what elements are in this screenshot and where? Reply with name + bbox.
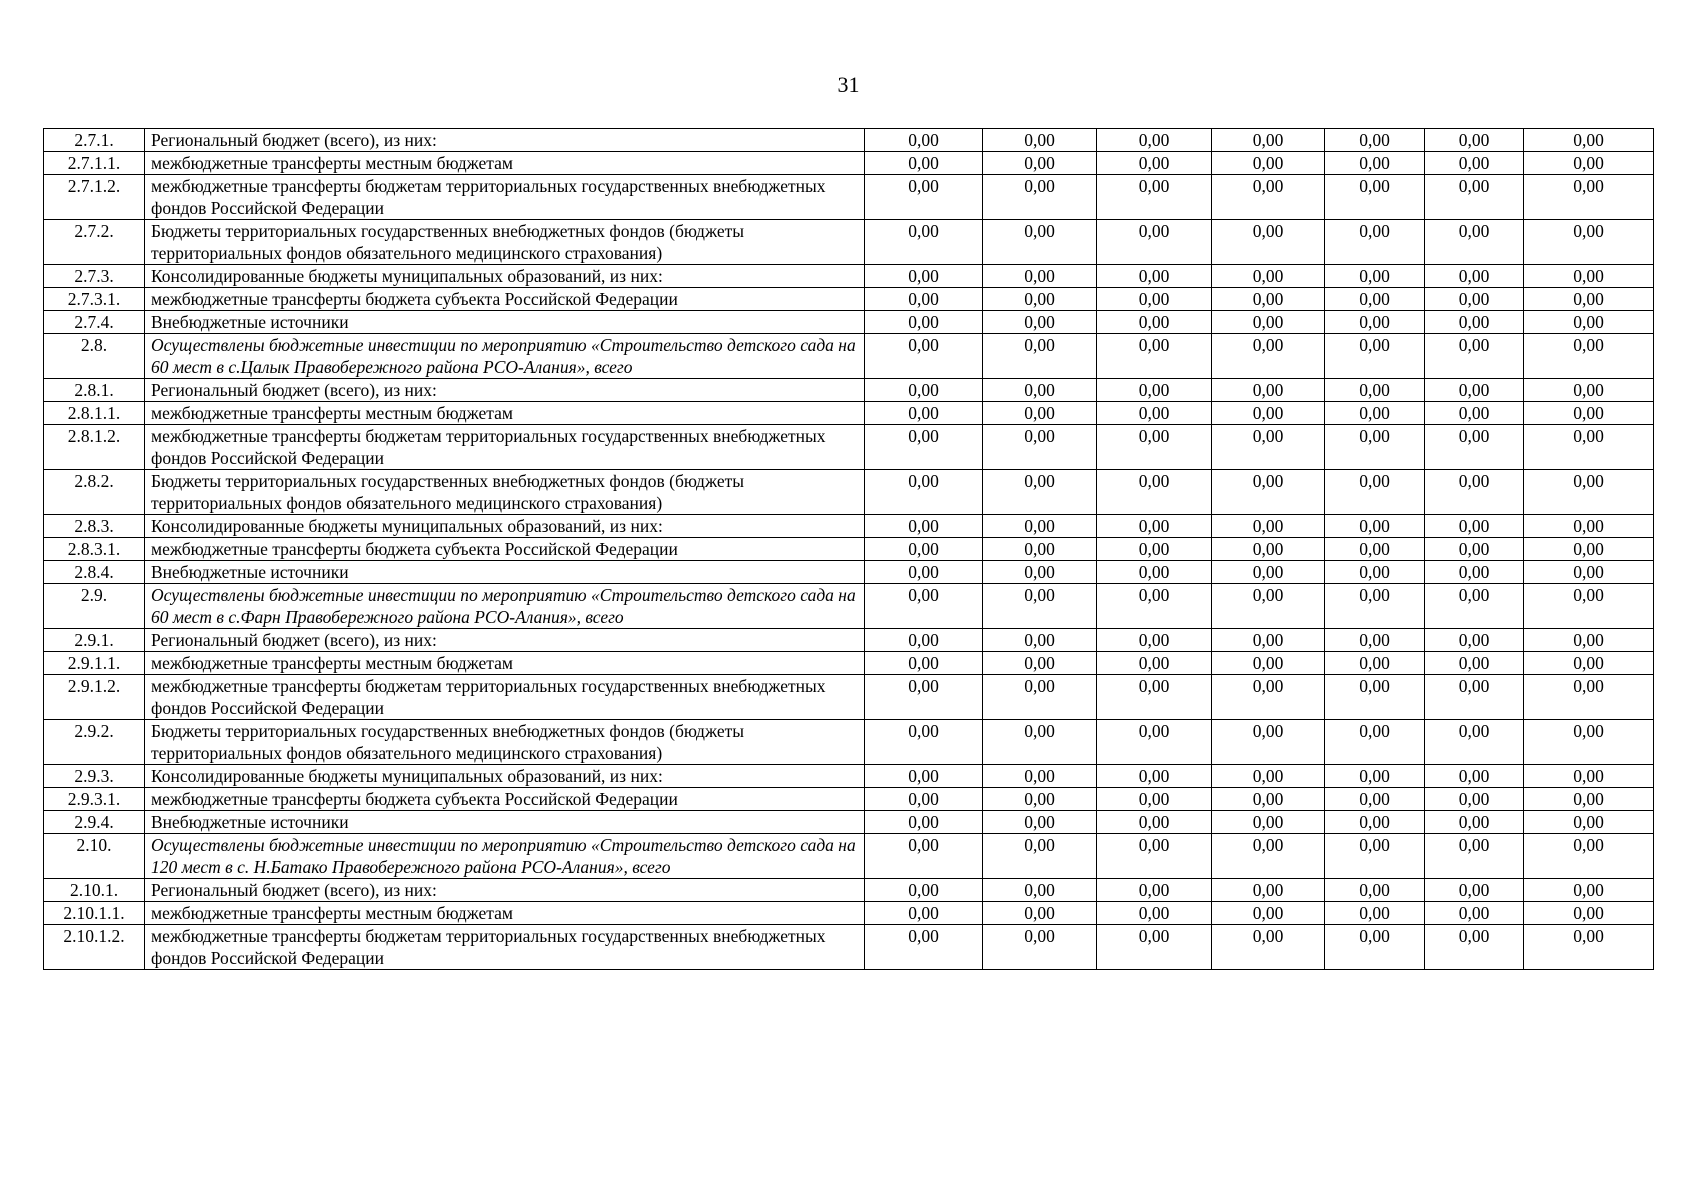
value-cell: 0,00	[1097, 720, 1212, 765]
value-cell: 0,00	[1097, 652, 1212, 675]
value-cell: 0,00	[1524, 265, 1654, 288]
value-cell: 0,00	[1524, 834, 1654, 879]
value-cell: 0,00	[1097, 265, 1212, 288]
value-cell: 0,00	[983, 902, 1097, 925]
table-row	[44, 470, 1654, 515]
value-cell: 0,00	[1325, 765, 1425, 788]
row-number: 2.8.1.	[44, 379, 145, 402]
row-number: 2.7.2.	[44, 220, 145, 265]
row-description: межбюджетные трансферты местным бюджетам	[145, 902, 865, 925]
value-cell: 0,00	[865, 379, 983, 402]
row-number: 2.10.1.	[44, 879, 145, 902]
value-cell: 0,00	[1425, 925, 1524, 970]
value-cell: 0,00	[1325, 311, 1425, 334]
value-cell: 0,00	[1425, 425, 1524, 470]
value-cell: 0,00	[865, 425, 983, 470]
value-cell: 0,00	[1097, 129, 1212, 152]
value-cell: 0,00	[1325, 675, 1425, 720]
value-cell: 0,00	[1097, 629, 1212, 652]
value-cell: 0,00	[1425, 538, 1524, 561]
value-cell: 0,00	[1425, 175, 1524, 220]
value-cell: 0,00	[1325, 334, 1425, 379]
value-cell: 0,00	[1524, 152, 1654, 175]
value-cell: 0,00	[1212, 379, 1325, 402]
value-cell: 0,00	[1097, 515, 1212, 538]
table-row	[44, 834, 1654, 879]
value-cell: 0,00	[865, 652, 983, 675]
table-row	[44, 425, 1654, 470]
value-cell: 0,00	[1097, 538, 1212, 561]
value-cell: 0,00	[865, 402, 983, 425]
page-number: 31	[837, 72, 860, 97]
value-cell: 0,00	[1212, 470, 1325, 515]
value-cell: 0,00	[865, 675, 983, 720]
row-number: 2.9.4.	[44, 811, 145, 834]
value-cell: 0,00	[1524, 879, 1654, 902]
value-cell: 0,00	[1325, 265, 1425, 288]
value-cell: 0,00	[983, 129, 1097, 152]
row-description: Осуществлены бюджетные инвестиции по мероприятию «Строительство детского сада на 120 мест в с. Н.Батако Правобережного района РСО-Алания», всего	[145, 834, 865, 879]
value-cell: 0,00	[1212, 311, 1325, 334]
value-cell: 0,00	[983, 402, 1097, 425]
value-cell: 0,00	[1425, 220, 1524, 265]
row-number: 2.8.4.	[44, 561, 145, 584]
row-description: межбюджетные трансферты местным бюджетам	[145, 652, 865, 675]
value-cell: 0,00	[865, 538, 983, 561]
value-cell: 0,00	[1212, 629, 1325, 652]
value-cell: 0,00	[865, 834, 983, 879]
value-cell: 0,00	[983, 334, 1097, 379]
value-cell: 0,00	[865, 925, 983, 970]
table-row	[44, 811, 1654, 834]
row-number: 2.7.3.	[44, 265, 145, 288]
value-cell: 0,00	[1524, 311, 1654, 334]
value-cell: 0,00	[983, 425, 1097, 470]
value-cell: 0,00	[865, 629, 983, 652]
value-cell: 0,00	[1524, 220, 1654, 265]
value-cell: 0,00	[865, 515, 983, 538]
value-cell: 0,00	[1524, 584, 1654, 629]
row-description: Бюджеты территориальных государственных внебюджетных фондов (бюджеты территориальных фондов обязательного медицинского страхования)	[145, 720, 865, 765]
value-cell: 0,00	[983, 220, 1097, 265]
value-cell: 0,00	[1325, 788, 1425, 811]
value-cell: 0,00	[1212, 584, 1325, 629]
value-cell: 0,00	[1097, 334, 1212, 379]
value-cell: 0,00	[983, 834, 1097, 879]
value-cell: 0,00	[1524, 425, 1654, 470]
value-cell: 0,00	[1425, 811, 1524, 834]
value-cell: 0,00	[1325, 629, 1425, 652]
table-row	[44, 902, 1654, 925]
row-number: 2.9.2.	[44, 720, 145, 765]
value-cell: 0,00	[1425, 788, 1524, 811]
row-description: межбюджетные трансферты бюджетам территориальных государственных внебюджетных фондов Российской Федерации	[145, 925, 865, 970]
value-cell: 0,00	[983, 788, 1097, 811]
value-cell: 0,00	[1212, 538, 1325, 561]
value-cell: 0,00	[1097, 675, 1212, 720]
value-cell: 0,00	[1524, 129, 1654, 152]
value-cell: 0,00	[1524, 788, 1654, 811]
value-cell: 0,00	[1524, 652, 1654, 675]
value-cell: 0,00	[1212, 675, 1325, 720]
value-cell: 0,00	[1212, 129, 1325, 152]
row-number: 2.9.1.2.	[44, 675, 145, 720]
row-number: 2.10.1.1.	[44, 902, 145, 925]
value-cell: 0,00	[1425, 720, 1524, 765]
value-cell: 0,00	[1425, 629, 1524, 652]
value-cell: 0,00	[1425, 288, 1524, 311]
row-description: Консолидированные бюджеты муниципальных образований, из них:	[145, 765, 865, 788]
table-row	[44, 629, 1654, 652]
value-cell: 0,00	[1425, 834, 1524, 879]
value-cell: 0,00	[983, 720, 1097, 765]
row-description: межбюджетные трансферты бюджета субъекта Российской Федерации	[145, 288, 865, 311]
row-number: 2.9.1.	[44, 629, 145, 652]
value-cell: 0,00	[1212, 652, 1325, 675]
table-row	[44, 879, 1654, 902]
value-cell: 0,00	[1425, 334, 1524, 379]
value-cell: 0,00	[983, 652, 1097, 675]
value-cell: 0,00	[1325, 834, 1425, 879]
value-cell: 0,00	[1325, 129, 1425, 152]
value-cell: 0,00	[1212, 788, 1325, 811]
value-cell: 0,00	[1325, 379, 1425, 402]
value-cell: 0,00	[983, 152, 1097, 175]
value-cell: 0,00	[1212, 561, 1325, 584]
value-cell: 0,00	[1325, 879, 1425, 902]
value-cell: 0,00	[1425, 129, 1524, 152]
value-cell: 0,00	[1524, 765, 1654, 788]
value-cell: 0,00	[983, 311, 1097, 334]
value-cell: 0,00	[1325, 220, 1425, 265]
row-number: 2.7.1.1.	[44, 152, 145, 175]
value-cell: 0,00	[1212, 425, 1325, 470]
value-cell: 0,00	[983, 561, 1097, 584]
table-row	[44, 334, 1654, 379]
value-cell: 0,00	[1524, 675, 1654, 720]
row-description: Бюджеты территориальных государственных внебюджетных фондов (бюджеты территориальных фондов обязательного медицинского страхования)	[145, 470, 865, 515]
value-cell: 0,00	[983, 629, 1097, 652]
table-row	[44, 925, 1654, 970]
value-cell: 0,00	[1097, 879, 1212, 902]
value-cell: 0,00	[1524, 379, 1654, 402]
value-cell: 0,00	[865, 765, 983, 788]
value-cell: 0,00	[865, 470, 983, 515]
value-cell: 0,00	[1097, 288, 1212, 311]
row-description: межбюджетные трансферты бюджетам территориальных государственных внебюджетных фондов Российской Федерации	[145, 675, 865, 720]
value-cell: 0,00	[865, 175, 983, 220]
value-cell: 0,00	[1425, 379, 1524, 402]
table-row	[44, 788, 1654, 811]
value-cell: 0,00	[1325, 515, 1425, 538]
row-description: Внебюджетные источники	[145, 311, 865, 334]
table-row	[44, 265, 1654, 288]
value-cell: 0,00	[1212, 879, 1325, 902]
value-cell: 0,00	[1212, 288, 1325, 311]
value-cell: 0,00	[1097, 765, 1212, 788]
value-cell: 0,00	[1524, 629, 1654, 652]
table-row	[44, 152, 1654, 175]
row-description: Внебюджетные источники	[145, 811, 865, 834]
value-cell: 0,00	[1524, 561, 1654, 584]
value-cell: 0,00	[1524, 538, 1654, 561]
value-cell: 0,00	[983, 879, 1097, 902]
value-cell: 0,00	[983, 538, 1097, 561]
table-row	[44, 675, 1654, 720]
table-row	[44, 311, 1654, 334]
value-cell: 0,00	[1524, 470, 1654, 515]
value-cell: 0,00	[983, 584, 1097, 629]
value-cell: 0,00	[1212, 515, 1325, 538]
value-cell: 0,00	[1524, 720, 1654, 765]
value-cell: 0,00	[1097, 175, 1212, 220]
row-number: 2.9.3.	[44, 765, 145, 788]
value-cell: 0,00	[1212, 902, 1325, 925]
value-cell: 0,00	[983, 379, 1097, 402]
row-number: 2.7.1.	[44, 129, 145, 152]
row-number: 2.8.3.	[44, 515, 145, 538]
value-cell: 0,00	[1212, 265, 1325, 288]
table-row	[44, 220, 1654, 265]
value-cell: 0,00	[865, 584, 983, 629]
value-cell: 0,00	[1097, 311, 1212, 334]
value-cell: 0,00	[865, 220, 983, 265]
row-number: 2.7.3.1.	[44, 288, 145, 311]
row-description: межбюджетные трансферты бюджетам территориальных государственных внебюджетных фондов Российской Федерации	[145, 425, 865, 470]
table-row	[44, 584, 1654, 629]
value-cell: 0,00	[1524, 288, 1654, 311]
value-cell: 0,00	[1097, 561, 1212, 584]
row-number: 2.10.	[44, 834, 145, 879]
value-cell: 0,00	[865, 152, 983, 175]
value-cell: 0,00	[1097, 220, 1212, 265]
value-cell: 0,00	[1212, 402, 1325, 425]
value-cell: 0,00	[1425, 561, 1524, 584]
value-cell: 0,00	[1325, 720, 1425, 765]
row-number: 2.8.	[44, 334, 145, 379]
value-cell: 0,00	[1524, 811, 1654, 834]
value-cell: 0,00	[1097, 788, 1212, 811]
value-cell: 0,00	[1524, 515, 1654, 538]
value-cell: 0,00	[1097, 925, 1212, 970]
value-cell: 0,00	[865, 288, 983, 311]
table-row	[44, 561, 1654, 584]
value-cell: 0,00	[865, 129, 983, 152]
value-cell: 0,00	[983, 765, 1097, 788]
value-cell: 0,00	[1524, 175, 1654, 220]
value-cell: 0,00	[1212, 834, 1325, 879]
row-description: Региональный бюджет (всего), из них:	[145, 629, 865, 652]
value-cell: 0,00	[983, 675, 1097, 720]
value-cell: 0,00	[1097, 584, 1212, 629]
value-cell: 0,00	[1425, 311, 1524, 334]
row-description: Региональный бюджет (всего), из них:	[145, 879, 865, 902]
table-row	[44, 538, 1654, 561]
table-body	[44, 129, 1654, 970]
value-cell: 0,00	[865, 311, 983, 334]
table-row	[44, 288, 1654, 311]
value-cell: 0,00	[1425, 652, 1524, 675]
value-cell: 0,00	[1325, 175, 1425, 220]
value-cell: 0,00	[1097, 470, 1212, 515]
table-row	[44, 652, 1654, 675]
value-cell: 0,00	[983, 811, 1097, 834]
row-number: 2.8.1.1.	[44, 402, 145, 425]
value-cell: 0,00	[1212, 152, 1325, 175]
value-cell: 0,00	[1325, 402, 1425, 425]
value-cell: 0,00	[1325, 925, 1425, 970]
value-cell: 0,00	[865, 265, 983, 288]
value-cell: 0,00	[865, 879, 983, 902]
value-cell: 0,00	[1425, 765, 1524, 788]
value-cell: 0,00	[1097, 402, 1212, 425]
value-cell: 0,00	[1212, 811, 1325, 834]
value-cell: 0,00	[1425, 470, 1524, 515]
value-cell: 0,00	[1097, 379, 1212, 402]
value-cell: 0,00	[1425, 675, 1524, 720]
value-cell: 0,00	[983, 515, 1097, 538]
row-description: Консолидированные бюджеты муниципальных образований, из них:	[145, 515, 865, 538]
value-cell: 0,00	[1425, 265, 1524, 288]
value-cell: 0,00	[1425, 879, 1524, 902]
value-cell: 0,00	[983, 265, 1097, 288]
row-number: 2.9.1.1.	[44, 652, 145, 675]
row-description: межбюджетные трансферты бюджета субъекта Российской Федерации	[145, 538, 865, 561]
value-cell: 0,00	[1097, 152, 1212, 175]
value-cell: 0,00	[983, 925, 1097, 970]
value-cell: 0,00	[1097, 811, 1212, 834]
value-cell: 0,00	[1325, 902, 1425, 925]
table-row	[44, 402, 1654, 425]
value-cell: 0,00	[1325, 425, 1425, 470]
value-cell: 0,00	[983, 470, 1097, 515]
value-cell: 0,00	[1325, 152, 1425, 175]
value-cell: 0,00	[865, 561, 983, 584]
row-description: Осуществлены бюджетные инвестиции по мероприятию «Строительство детского сада на 60 мест в с.Цалык Правобережного района РСО-Алания», всего	[145, 334, 865, 379]
value-cell: 0,00	[1425, 515, 1524, 538]
row-description: межбюджетные трансферты бюджетам территориальных государственных внебюджетных фондов Российской Федерации	[145, 175, 865, 220]
value-cell: 0,00	[865, 811, 983, 834]
row-number: 2.7.4.	[44, 311, 145, 334]
value-cell: 0,00	[983, 175, 1097, 220]
value-cell: 0,00	[1425, 152, 1524, 175]
budget-table	[43, 128, 1654, 970]
value-cell: 0,00	[1212, 220, 1325, 265]
value-cell: 0,00	[865, 788, 983, 811]
value-cell: 0,00	[1524, 925, 1654, 970]
value-cell: 0,00	[865, 334, 983, 379]
value-cell: 0,00	[1524, 902, 1654, 925]
value-cell: 0,00	[865, 720, 983, 765]
value-cell: 0,00	[1425, 584, 1524, 629]
table-row	[44, 515, 1654, 538]
row-description: Бюджеты территориальных государственных внебюджетных фондов (бюджеты территориальных фондов обязательного медицинского страхования)	[145, 220, 865, 265]
table-row	[44, 175, 1654, 220]
value-cell: 0,00	[1325, 811, 1425, 834]
value-cell: 0,00	[1097, 425, 1212, 470]
value-cell: 0,00	[1212, 720, 1325, 765]
row-number: 2.8.1.2.	[44, 425, 145, 470]
table-row	[44, 720, 1654, 765]
value-cell: 0,00	[1212, 925, 1325, 970]
value-cell: 0,00	[1212, 765, 1325, 788]
value-cell: 0,00	[983, 288, 1097, 311]
row-description: Внебюджетные источники	[145, 561, 865, 584]
value-cell: 0,00	[1212, 334, 1325, 379]
value-cell: 0,00	[1524, 334, 1654, 379]
value-cell: 0,00	[1097, 834, 1212, 879]
value-cell: 0,00	[865, 902, 983, 925]
row-number: 2.8.3.1.	[44, 538, 145, 561]
value-cell: 0,00	[1325, 652, 1425, 675]
value-cell: 0,00	[1325, 288, 1425, 311]
row-number: 2.10.1.2.	[44, 925, 145, 970]
value-cell: 0,00	[1212, 175, 1325, 220]
row-description: Региональный бюджет (всего), из них:	[145, 379, 865, 402]
row-description: межбюджетные трансферты бюджета субъекта Российской Федерации	[145, 788, 865, 811]
value-cell: 0,00	[1425, 402, 1524, 425]
row-number: 2.9.	[44, 584, 145, 629]
row-description: межбюджетные трансферты местным бюджетам	[145, 402, 865, 425]
row-description: Осуществлены бюджетные инвестиции по мероприятию «Строительство детского сада на 60 мест в с.Фарн Правобережного района РСО-Алания», всего	[145, 584, 865, 629]
table-row	[44, 765, 1654, 788]
value-cell: 0,00	[1097, 902, 1212, 925]
row-description: межбюджетные трансферты местным бюджетам	[145, 152, 865, 175]
value-cell: 0,00	[1325, 561, 1425, 584]
value-cell: 0,00	[1325, 470, 1425, 515]
value-cell: 0,00	[1325, 538, 1425, 561]
row-number: 2.9.3.1.	[44, 788, 145, 811]
row-description: Региональный бюджет (всего), из них:	[145, 129, 865, 152]
row-number: 2.8.2.	[44, 470, 145, 515]
table-row	[44, 379, 1654, 402]
table-row	[44, 129, 1654, 152]
value-cell: 0,00	[1325, 584, 1425, 629]
value-cell: 0,00	[1524, 402, 1654, 425]
row-description: Консолидированные бюджеты муниципальных образований, из них:	[145, 265, 865, 288]
row-number: 2.7.1.2.	[44, 175, 145, 220]
value-cell: 0,00	[1425, 902, 1524, 925]
